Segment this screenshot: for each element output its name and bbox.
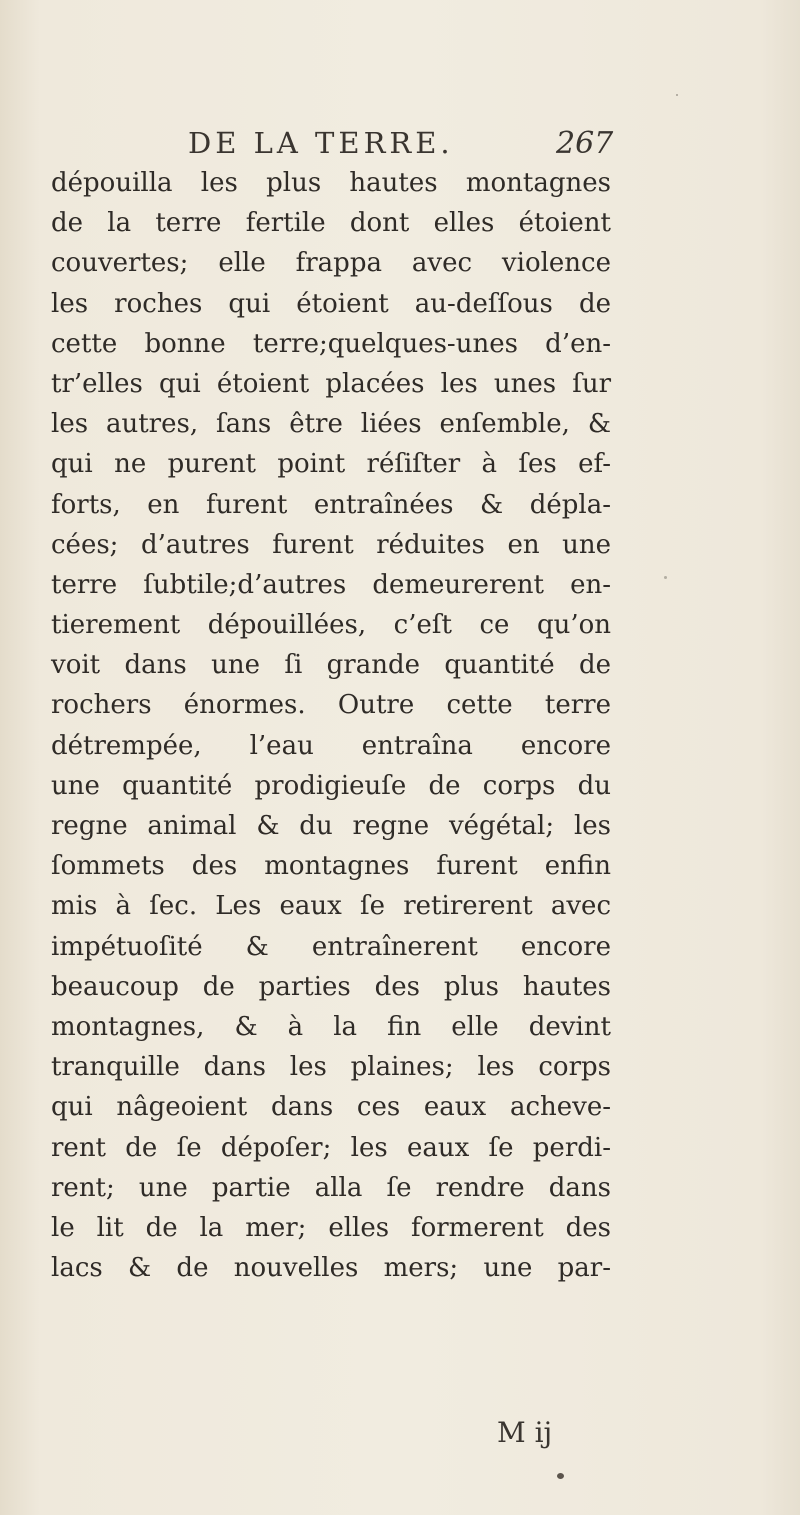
text-line: cette bonne terre;quelques-unes d’en- [51,328,611,359]
text-line: rent; une partie alla ſe rendre dans [51,1172,611,1203]
text-line: beaucoup de parties des plus hautes [51,971,611,1002]
text-line: tr’elles qui étoient placées les unes ſur [51,368,611,399]
text-line: qui ne purent point réſiſter à ſes ef- [51,449,611,480]
paper-speck [676,94,678,96]
text-line: ſommets des montagnes furent enfin [51,851,611,882]
text-line: rochers énormes. Outre cette terre [51,690,611,721]
paper-speck [557,1473,564,1479]
text-line: cées; d’autres furent réduites en une [51,529,611,560]
text-line: impétuoſité & entraînerent encore [51,931,611,962]
page-number: 267 [556,126,614,161]
text-line: regne animal & du regne végétal; les [51,811,611,841]
text-line: voit dans une ſi grande quantité de [51,650,611,681]
text-line: montagnes, & à la fin elle devint [51,1011,611,1042]
text-line: qui nâgeoient dans ces eaux acheve- [51,1092,611,1123]
text-line: forts, en furent entraînées & dépla- [51,489,611,520]
text-line: dépouilla les plus hautes montagnes [51,168,611,198]
running-head: DE LA TERRE. [188,126,454,160]
text-line: les roches qui étoient au-deſſous de [51,288,611,319]
text-line: terre ſubtile;d’autres demeurerent en- [51,569,611,600]
text-line: de la terre fertile dont elles étoient [51,208,611,239]
signature-mark: M ij [497,1416,553,1449]
text-line: rent de ſe dépoſer; les eaux ſe perdi- [51,1132,611,1163]
text-line: tranquille dans les plaines; les corps [51,1052,611,1083]
text-line: le lit de la mer; elles formerent des [51,1212,611,1243]
text-line: une quantité prodigieuſe de corps du [51,770,611,801]
text-line: tierement dépouillées, c’eſt ce qu’on [51,610,611,641]
text-line: les autres, ſans être liées enſemble, & [51,409,611,440]
text-line: détrempée, l’eau entraîna encore [51,730,611,761]
text-line: lacs & de nouvelles mers; une par- [51,1253,611,1284]
body-text [51,163,611,1288]
paper-speck [664,576,667,579]
text-line: couvertes; elle frappa avec violence [51,248,611,279]
text-line: mis à ſec. Les eaux ſe retirerent avec [51,891,611,922]
